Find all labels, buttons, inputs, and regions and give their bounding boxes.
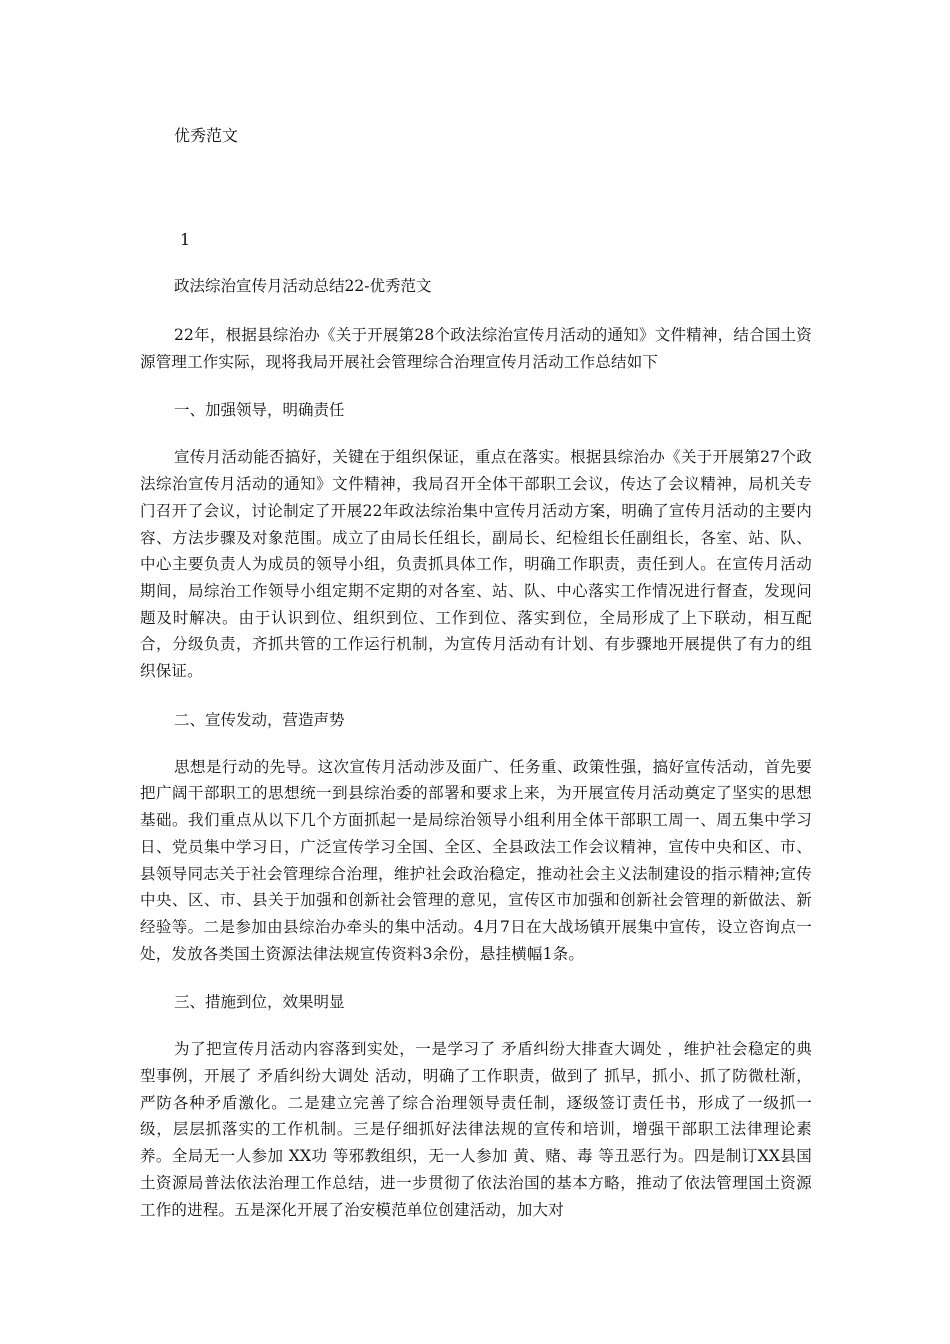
section-heading-3: 三、措施到位，效果明显: [174, 993, 345, 1012]
page-number: 1: [180, 230, 191, 249]
document-body: [140, 322, 812, 1223]
intro-paragraph: 22年，根据县综治办《关于开展第28个政法综治宣传月活动的通知》文件精神，结合国土资源管理工作实际，现将我局开展社会管理综合治理宣传月活动工作总结如下: [140, 326, 812, 371]
section-3-paragraph: 为了把宣传月活动内容落到实处，一是学习了 矛盾纠纷大排查大调处 ，维护社会稳定的典型事例，开展了 矛盾纠纷大调处 活动，明确了工作职责，做到了 抓早，抓小、抓了防微杜渐，严防各种矛盾激化。二是建立完善了综合治理领导责任制，逐级签订责任书，形成了一级抓一级，层层抓落实的工作机制。三是仔细抓好法律法规的宣传和培训，增强干部职工法律理论素养。全局无一人参加 XX功 等邪教组织，无一人参加 黄、赌、毒 等丑恶行为。四是制订XX县国土资源局普法依法治理工作总结，进一步贯彻了依法治国的基本方略，推动了依法管理国土资源工作的进程。五是深化开展了治安模范单位创建活动，加大对: [140, 1040, 812, 1219]
section-heading-1: 一、加强领导，明确责任: [174, 401, 345, 420]
section-heading-2: 二、宣传发动，营造声势: [174, 710, 345, 729]
section-1-paragraph: 宣传月活动能否搞好，关键在于组织保证，重点在落实。根据县综治办《关于开展第27个政法综治宣传月活动的通知》文件精神，我局召开全体干部职工会议，传达了会议精神，局机关专门召开了会议，讨论制定了开展22年政法综治集中宣传月活动方案，明确了宣传月活动的主要内容、方法步骤及对象范围。成立了由局长任组长，副局长、纪检组长任副组长，各室、站、队、中心主要负责人为成员的领导小组，负责抓具体工作，明确工作职责，责任到人。在宣传月活动期间，局综治工作领导小组定期不定期的对各室、站、队、中心落实工作情况进行督查，发现问题及时解决。由于认识到位、组织到位、工作到位、落实到位，全局形成了上下联动，相互配合，分级负责，齐抓共管的工作运行机制，为宣传月活动有计划、有步骤地开展提供了有力的组织保证。: [140, 448, 812, 681]
section-2-paragraph: 思想是行动的先导。这次宣传月活动涉及面广、任务重、政策性强，搞好宣传活动，首先要把广阔干部职工的思想统一到县综治委的部署和要求上来，为开展宣传月活动奠定了坚实的思想基础。我们重点从以下几个方面抓起一是局综治领导小组利用全体干部职工周一、周五集中学习日、党员集中学习日，广泛宣传学习全国、全区、全县政法工作会议精神，宣传中央和区、市、县领导同志关于社会管理综合治理，维护社会政治稳定，推动社会主义法制建设的指示精神;宣传中央、区、市、县关于加强和创新社会管理的意见，宣传区市加强和创新社会管理的新做法、新经验等。二是参加由县综治办牵头的集中活动。4月7日在大战场镇开展集中宣传，设立咨询点一处，发放各类国土资源法律法规宣传资料3余份，悬挂横幅1条。: [140, 757, 812, 963]
document-title: 政法综治宣传月活动总结22-优秀范文: [174, 277, 432, 295]
document-header: 优秀范文: [174, 126, 239, 145]
